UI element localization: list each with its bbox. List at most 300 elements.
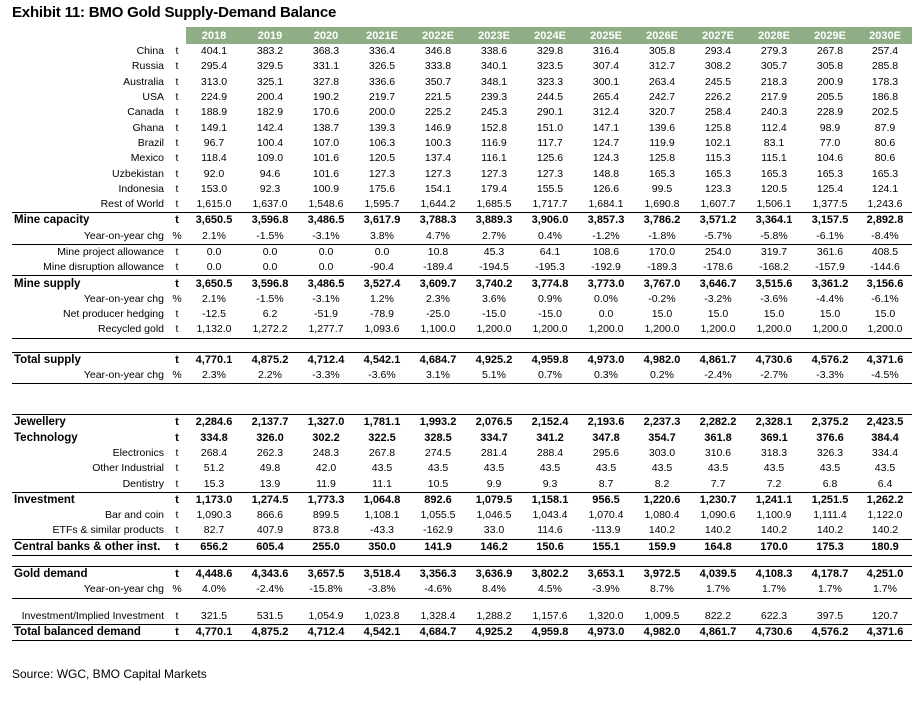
table-cell: 1,272.2 [242, 322, 298, 338]
table-cell: 120.7 [871, 609, 899, 622]
row-label: Total supply [12, 352, 168, 368]
spacer-row [12, 404, 912, 415]
table-cell: 1,079.5 [475, 493, 513, 506]
table-cell: 347.8 [592, 431, 620, 444]
row-unit: % [168, 368, 186, 384]
row-label: Australia [123, 75, 164, 88]
table-cell: 140.2 [858, 523, 912, 539]
table-cell: 15.0 [819, 308, 841, 321]
table-cell: 119.9 [649, 136, 675, 149]
header-row [12, 27, 912, 44]
table-cell: 312.7 [648, 60, 676, 73]
table-cell: 2,892.8 [866, 214, 904, 227]
table-cell: 0.0 [374, 246, 390, 258]
table-cell: 104.6 [816, 152, 844, 165]
table-cell: 43.5 [651, 462, 673, 475]
table-cell: 43.5 [595, 462, 617, 475]
table-cell: 165.3 [871, 167, 899, 180]
table-cell: 1,993.2 [410, 415, 466, 431]
table-cell: 3,906.0 [531, 214, 569, 227]
table-row [12, 90, 912, 105]
table-cell: 656.2 [186, 539, 242, 555]
row-unit: t [175, 152, 179, 165]
row-label: Gold demand [12, 566, 168, 582]
table-cell: 350.7 [424, 75, 452, 88]
table-cell: 126.6 [592, 182, 620, 195]
table-cell: 1,781.1 [354, 415, 410, 431]
row-label: Rest of World [12, 197, 168, 213]
table-row [12, 276, 912, 292]
table-cell: 263.4 [648, 75, 676, 88]
table-cell: 4,712.4 [298, 624, 354, 640]
table-cell: 0.7% [522, 368, 578, 384]
table-cell: 268.4 [200, 446, 228, 459]
table-cell: 3,767.0 [643, 277, 681, 290]
table-row [12, 415, 912, 431]
table-cell: 3,788.3 [419, 214, 457, 227]
table-cell: 100.9 [312, 182, 340, 195]
table-cell: 200.9 [816, 75, 844, 88]
table-cell: 43.5 [483, 462, 505, 475]
table-cell: 1,090.3 [196, 509, 232, 522]
year-header: 2019 [242, 27, 298, 44]
row-label: Jewellery [12, 415, 168, 431]
table-cell: 267.8 [368, 446, 396, 459]
table-row [12, 322, 912, 338]
table-cell: 43.5 [819, 462, 841, 475]
table-cell: 106.3 [368, 136, 396, 149]
table-cell: 4,684.7 [410, 352, 466, 368]
row-label: Uzbekistan [112, 167, 164, 180]
source-note: Source: WGC, BMO Capital Markets [12, 667, 207, 681]
table-cell: 350.0 [354, 539, 410, 555]
table-cell: 1,243.6 [858, 197, 912, 213]
table-cell: 336.4 [368, 45, 396, 58]
table-cell: 288.4 [536, 446, 564, 459]
table-cell: 2,284.6 [186, 415, 242, 431]
exhibit-title: Exhibit 11: BMO Gold Supply-Demand Balance [12, 4, 337, 21]
table-cell: 397.5 [816, 609, 844, 622]
table-cell: 13.9 [242, 476, 298, 492]
table-cell: 125.4 [816, 182, 844, 195]
table-cell: 205.5 [816, 91, 844, 104]
table-cell: 1,055.5 [420, 509, 456, 522]
year-header: 2022E [410, 27, 466, 44]
table-cell: 3.6% [482, 292, 506, 305]
table-cell: 4,108.3 [746, 566, 802, 582]
table-cell: 245.5 [704, 75, 732, 88]
table-cell: 4,730.6 [746, 352, 802, 368]
table-cell: 313.0 [200, 75, 228, 88]
table-cell: 3.1% [410, 368, 466, 384]
table-cell: 3,356.3 [410, 566, 466, 582]
table-cell: 154.1 [424, 182, 452, 195]
table-cell: 4,684.7 [410, 624, 466, 640]
table-cell: 80.6 [874, 136, 896, 149]
table-cell: 310.6 [704, 446, 732, 459]
table-row [12, 105, 912, 120]
table-cell: 170.6 [312, 106, 340, 119]
table-cell: 4,875.2 [242, 624, 298, 640]
table-row [12, 213, 912, 229]
table-cell: 1,064.8 [363, 493, 401, 506]
table-cell: 115.3 [705, 152, 731, 165]
table-cell: 3,774.8 [531, 277, 569, 290]
table-cell: 1,288.2 [476, 609, 512, 622]
table-cell: 141.9 [410, 539, 466, 555]
table-cell: 4,542.1 [354, 352, 410, 368]
table-cell: 1,080.4 [644, 509, 680, 522]
table-cell: -194.5 [466, 260, 522, 276]
row-unit: t [175, 277, 179, 290]
year-header: 2026E [634, 27, 690, 44]
table-cell: 3,518.4 [354, 566, 410, 582]
year-header: 2030E [858, 27, 912, 44]
table-cell: 3,596.8 [251, 214, 289, 227]
table-cell: 45.3 [483, 246, 505, 258]
table-cell: 334.8 [200, 431, 228, 444]
row-unit: t [175, 136, 179, 149]
table-cell: 293.4 [704, 45, 732, 58]
table-cell: 326.3 [816, 446, 844, 459]
table-cell: 254.0 [704, 246, 732, 258]
table-cell: 42.0 [315, 462, 337, 475]
table-cell: 159.9 [634, 539, 690, 555]
table-cell: 83.1 [763, 136, 785, 149]
row-label: ETFs & similar products [12, 523, 168, 539]
table-cell: 1,220.6 [643, 493, 681, 506]
table-cell: 1,200.0 [634, 322, 690, 338]
table-cell: 384.4 [871, 431, 899, 444]
table-cell: -15.0 [538, 308, 562, 321]
table-cell: 4,925.2 [466, 352, 522, 368]
table-cell: 240.3 [760, 106, 788, 119]
table-cell: -157.9 [802, 260, 858, 276]
row-unit: t [175, 462, 179, 475]
table-cell: 1,241.1 [755, 493, 793, 506]
table-cell: 1,773.3 [307, 493, 345, 506]
table-cell: 605.4 [242, 539, 298, 555]
table-cell: 1,262.2 [866, 493, 904, 506]
row-unit: t [175, 609, 179, 622]
table-cell: 1,173.0 [195, 493, 233, 506]
table-cell: 186.8 [871, 91, 899, 104]
table-row [12, 136, 912, 151]
row-unit: t [175, 121, 179, 134]
table-cell: 1,685.5 [466, 197, 522, 213]
table-cell: 407.9 [242, 523, 298, 539]
table-cell: 239.3 [480, 91, 508, 104]
table-cell: 118.4 [201, 152, 227, 165]
year-header: 2023E [466, 27, 522, 44]
table-row [12, 368, 912, 384]
table-cell: 1,100.0 [410, 322, 466, 338]
table-cell: 262.3 [256, 446, 284, 459]
table-cell: 117.7 [537, 136, 563, 149]
table-row [12, 292, 912, 307]
table-cell: 140.2 [746, 523, 802, 539]
table-cell: 4,371.6 [858, 624, 912, 640]
table-cell: 3,486.5 [307, 214, 345, 227]
table-cell: 165.3 [760, 167, 788, 180]
table-cell: 124.3 [592, 152, 620, 165]
table-cell: 3,650.5 [195, 214, 233, 227]
table-cell: 170.0 [648, 246, 676, 258]
table-cell: 4,039.5 [690, 566, 746, 582]
table-cell: 43.5 [707, 462, 729, 475]
table-cell: 138.7 [312, 121, 340, 134]
row-unit: t [175, 167, 179, 180]
table-cell: 155.1 [578, 539, 634, 555]
table-cell: 100.3 [424, 136, 452, 149]
table-cell: 4,973.0 [578, 352, 634, 368]
table-cell: 92.3 [259, 182, 281, 195]
table-cell: 1,122.0 [867, 509, 903, 522]
table-cell: 82.7 [186, 523, 242, 539]
table-cell: -2.7% [746, 368, 802, 384]
table-cell: 4,959.8 [522, 352, 578, 368]
table-cell: 2.1% [202, 292, 226, 305]
table-cell: 127.3 [368, 167, 396, 180]
table-cell: 1,548.6 [298, 197, 354, 213]
table-cell: 49.8 [259, 462, 281, 475]
table-cell: 96.7 [203, 136, 225, 149]
table-cell: 114.6 [522, 523, 578, 539]
table-cell: 1,230.7 [699, 493, 737, 506]
row-unit: t [168, 415, 186, 431]
table-cell: 0.0 [598, 308, 614, 321]
table-cell: 305.8 [648, 45, 676, 58]
table-cell: 1,320.0 [588, 609, 624, 622]
table-cell: 0.0 [186, 260, 242, 276]
row-unit: t [168, 197, 186, 213]
table-cell: 2,193.6 [578, 415, 634, 431]
row-unit: t [175, 446, 179, 459]
table-cell: 120.5 [760, 182, 788, 195]
row-unit: t [168, 352, 186, 368]
row-label: Electronics [112, 446, 164, 459]
table-row [12, 508, 912, 523]
spacer-row [12, 338, 912, 352]
table-cell: -162.9 [410, 523, 466, 539]
table-cell: 1,108.1 [364, 509, 400, 522]
row-unit: t [168, 624, 186, 640]
table-cell: -3.2% [704, 292, 732, 305]
table-cell: 376.6 [816, 431, 844, 444]
table-cell: 100.4 [256, 136, 284, 149]
spacer-row [12, 394, 912, 404]
row-label: Indonesia [118, 182, 164, 195]
table-cell: -3.1% [298, 229, 354, 245]
table-cell: -3.6% [760, 292, 788, 305]
row-label: Year-on-year chg [83, 292, 164, 305]
table-cell: 225.2 [424, 106, 452, 119]
table-cell: 267.8 [816, 45, 844, 58]
row-unit: t [175, 509, 179, 522]
table-cell: -1.2% [578, 229, 634, 245]
row-unit: t [175, 106, 179, 119]
table-cell: 866.6 [256, 509, 284, 522]
table-cell: 341.2 [536, 431, 564, 444]
table-cell: 265.4 [592, 91, 620, 104]
table-cell: 139.3 [368, 121, 396, 134]
table-cell: 112.4 [761, 121, 787, 134]
table-cell: 202.5 [871, 106, 899, 119]
table-cell: 3,857.3 [587, 214, 625, 227]
table-cell: 3,571.2 [699, 214, 737, 227]
row-unit: % [168, 229, 186, 245]
table-row [12, 182, 912, 197]
table-cell: 2,375.2 [802, 415, 858, 431]
table-cell: -51.9 [314, 308, 338, 321]
table-cell: 217.9 [760, 91, 788, 104]
table-cell: 226.2 [704, 91, 732, 104]
table-cell: -3.1% [312, 292, 340, 305]
table-cell: 1,274.5 [251, 493, 289, 506]
row-unit: t [168, 566, 186, 582]
table-cell: 1,158.1 [531, 493, 569, 506]
table-cell: 0.9% [538, 292, 562, 305]
row-unit: t [168, 523, 186, 539]
table-cell: 175.6 [368, 182, 396, 195]
table-cell: 1,277.7 [298, 322, 354, 338]
table-cell: 11.1 [354, 476, 410, 492]
table-cell: -0.2% [648, 292, 676, 305]
table-cell: 308.2 [704, 60, 732, 73]
table-cell: 255.0 [298, 539, 354, 555]
table-cell: 6.2 [262, 308, 278, 321]
table-cell: 43.5 [539, 462, 561, 475]
table-cell: 175.3 [802, 539, 858, 555]
row-unit: t [175, 60, 179, 73]
table-cell: -78.9 [370, 308, 394, 321]
table-cell: 408.5 [871, 246, 899, 258]
table-cell: 1,093.6 [354, 322, 410, 338]
year-header: 2025E [578, 27, 634, 44]
row-label: Investment/Implied Investment [21, 609, 164, 622]
table-cell: 77.0 [819, 136, 841, 149]
table-cell: -90.4 [354, 260, 410, 276]
table-cell: 1,200.0 [802, 322, 858, 338]
table-cell: -2.4% [242, 582, 298, 598]
table-row [12, 582, 912, 598]
table-row [12, 75, 912, 90]
table-cell: 127.3 [424, 167, 452, 180]
table-cell: 190.2 [312, 91, 340, 104]
table-cell: 116.1 [481, 152, 507, 165]
table-cell: 622.3 [760, 609, 788, 622]
table-cell: 101.6 [312, 167, 340, 180]
table-cell: 334.7 [480, 431, 508, 444]
table-cell: 1,043.4 [532, 509, 568, 522]
table-cell: 152.8 [480, 121, 508, 134]
year-header: 2024E [522, 27, 578, 44]
table-cell: 125.8 [704, 121, 732, 134]
table-cell: 348.1 [480, 75, 508, 88]
table-cell: 4.5% [522, 582, 578, 598]
table-cell: 300.1 [592, 75, 620, 88]
table-cell: 244.5 [536, 91, 564, 104]
table-cell: 5.1% [466, 368, 522, 384]
table-cell: 148.8 [592, 167, 620, 180]
spacer-row [12, 384, 912, 395]
table-cell: 822.2 [704, 609, 732, 622]
table-cell: 115.1 [761, 152, 787, 165]
table-cell: 1,506.1 [746, 197, 802, 213]
table-cell: 107.0 [312, 136, 340, 149]
table-cell: 123.3 [704, 182, 732, 195]
table-cell: -25.0 [426, 308, 450, 321]
row-label: China [136, 45, 164, 58]
table-cell: 1,023.8 [364, 609, 400, 622]
table-row [12, 492, 912, 508]
year-header: 2029E [802, 27, 858, 44]
table-cell: 0.0 [262, 246, 278, 258]
table-cell: 1,070.4 [588, 509, 624, 522]
table-cell: 892.6 [424, 493, 452, 506]
table-cell: 94.6 [259, 167, 281, 180]
table-cell: 2.3% [186, 368, 242, 384]
table-cell: 319.7 [760, 246, 788, 258]
table-cell: 64.1 [539, 246, 561, 258]
table-cell: 218.3 [760, 75, 788, 88]
table-cell: 2,152.4 [522, 415, 578, 431]
table-cell: 4,576.2 [802, 624, 858, 640]
table-cell: 303.0 [648, 446, 676, 459]
table-cell: 2,237.3 [634, 415, 690, 431]
table-cell: 147.1 [592, 121, 620, 134]
year-header: 2018 [186, 27, 242, 44]
table-cell: 274.5 [424, 446, 452, 459]
row-label: Russia [131, 60, 164, 73]
year-header: 2027E [690, 27, 746, 44]
row-unit: t [175, 75, 179, 88]
table-cell: 3,617.9 [363, 214, 401, 227]
table-cell: 1,200.0 [578, 322, 634, 338]
table-row [12, 307, 912, 322]
table-row [12, 151, 912, 166]
table-cell: 140.2 [634, 523, 690, 539]
table-cell: 51.2 [203, 462, 225, 475]
table-row [12, 446, 912, 461]
table-cell: -5.7% [690, 229, 746, 245]
table-cell: 2.7% [466, 229, 522, 245]
row-label: Mexico [130, 152, 164, 165]
table-cell: 3,527.4 [363, 277, 401, 290]
table-cell: 281.4 [480, 446, 508, 459]
table-cell: 1,615.0 [186, 197, 242, 213]
table-cell: 290.1 [536, 106, 564, 119]
table-cell: 4,371.6 [858, 352, 912, 368]
table-row [12, 431, 912, 446]
row-label: Canada [127, 106, 164, 119]
table-cell: 1,200.0 [746, 322, 802, 338]
table-row [12, 197, 912, 213]
table-cell: -1.5% [242, 229, 298, 245]
table-cell: 1.7% [690, 582, 746, 598]
table-cell: 2,282.2 [690, 415, 746, 431]
table-cell: 9.9 [466, 476, 522, 492]
table-cell: 329.8 [536, 45, 564, 58]
table-row [12, 476, 912, 492]
row-label: Bar and coin [105, 509, 164, 522]
table-cell: 116.9 [481, 136, 507, 149]
table-cell: 340.1 [480, 60, 508, 73]
table-cell: 3,515.6 [755, 277, 793, 290]
row-label: Mine disruption allowance [12, 260, 168, 276]
row-unit: t [175, 182, 179, 195]
table-cell: 1,200.0 [466, 322, 522, 338]
